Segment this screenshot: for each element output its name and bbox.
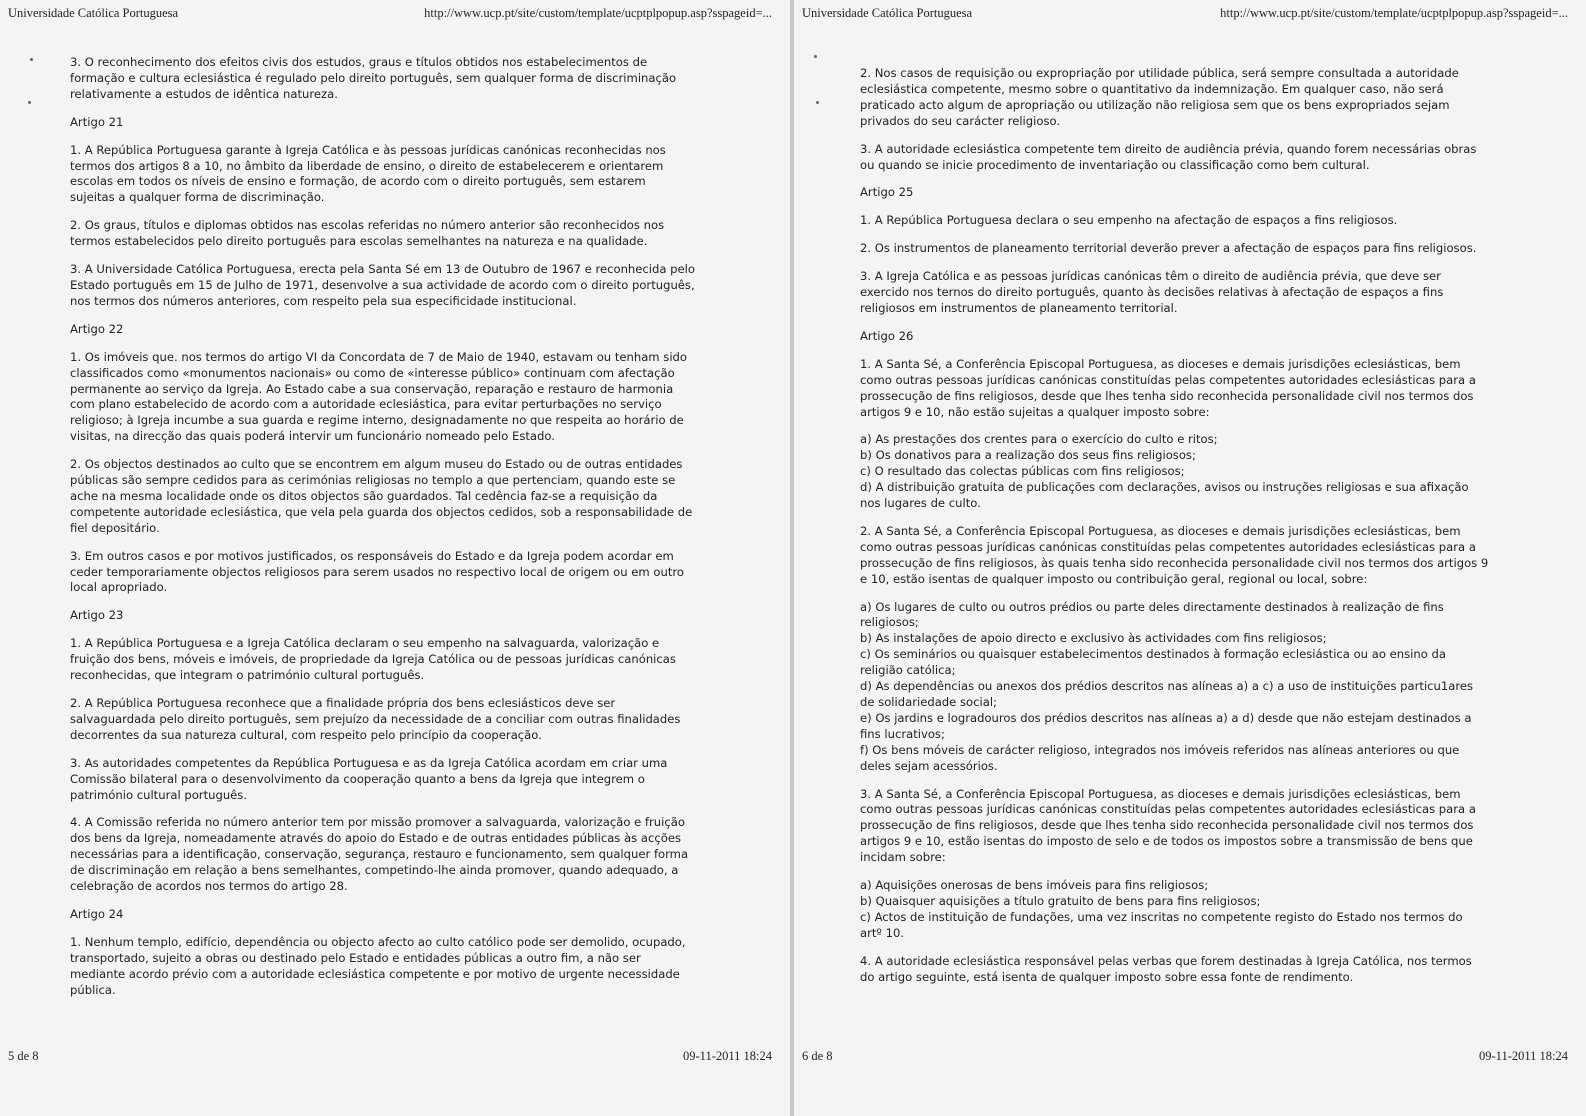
page-header	[802, 6, 1578, 22]
paragraph: 4. A Comissão referida no número anterior tem por missão promover a salvaguarda, valorização e fruição dos bens da Igreja, nomeadamente através do apoio do Estado e de outras entidades públicas às acções necessárias para a identificação, conservação, segurança, restauro e funcionamento, sem qualquer forma de discriminação em relação a bens semelhantes, competindo-lhe ainda promover, quando adequado, a celebração de acordos nos termos do artigo 28.	[70, 815, 689, 894]
page-number: 5 de 8	[8, 1049, 39, 1063]
scan-mark	[28, 101, 31, 104]
paragraph: 3. A Igreja Católica e as pessoas jurídicas canónicas têm o direito de audiência prévia, que deve ser exercido nos ternos do direito português, quanto às decisões relativas à afectação de espaços a fins religiosos em instrumentos de planeamento territorial.	[860, 269, 1444, 315]
paragraph: 3. A Santa Sé, a Conferência Episcopal Portuguesa, as dioceses e demais jurisdições eclesiásticas, bem como outras pessoas jurídicas canónicas constituídas pelas competentes autoridades eclesiásticas para a prossecução de fins religiosos, desde que lhes tenha sido reconhecida personalidade civil nos termos dos artigos 9 e 10, estão isentas do imposto de selo e de todos os impostos sobre a transmissão de bens que incidam sobre:	[860, 786, 1476, 865]
print-date: 09-11-2011 18:24	[683, 1049, 772, 1063]
paragraph: 1. A República Portuguesa garante à Igreja Católica e às pessoas jurídicas canónicas reconhecidas nos termos dos artigos 8 a 10, no âmbito da liberdade de ensino, o direito de estabelecerem e orientarem escolas em todos os níveis de ensino e formação, de acordo com o direito português, sem estarem sujeitas a qualquer forma de discriminação.	[70, 142, 666, 205]
page-number: 6 de 8	[802, 1049, 833, 1063]
paragraph: 2. A República Portuguesa reconhece que a finalidade própria dos bens eclesiásticos deve ser salvaguardada pelo direito português, sem prejuízo da necessidade de a conciliar com outras finalidades decorrentes da sua natureza cultural, com respeito pelo princípio da cooperação.	[70, 696, 681, 742]
page-left	[0, 0, 790, 1116]
list-block: a) As prestações dos crentes para o exercício do culto e ritos; b) Os donativos para a realização dos seus fins religiosos; c) O resultado das colectas públicas com fins religiosos; d) A distribuição gratuita de publicações com declarações, avisos ou instruções religiosas e sua afixação nos lugares de culto.	[860, 432, 1469, 511]
paragraph: 1. Nenhum templo, edifício, dependência ou objecto afecto ao culto católico pode ser demolido, ocupado, transportado, sujeito a obras ou destinado pelo Estado e entidades públicas a outro fim, a não ser mediante acordo prévio com a autoridade eclesiástica competente e por motivo de urgente necessidade pública.	[70, 934, 686, 997]
paragraph: 3. A autoridade eclesiástica competente tem direito de audiência prévia, quando forem necessárias obras ou quando se inicie procedimento de inventariação ou classificação como bem cultural.	[860, 141, 1477, 172]
header-url[interactable]: http://www.ucp.pt/site/custom/template/ucptplpopup.asp?sspageid=...	[424, 6, 772, 20]
header-url[interactable]: http://www.ucp.pt/site/custom/template/ucptplpopup.asp?sspageid=...	[1220, 6, 1568, 20]
paragraph: 2. Os graus, títulos e diplomas obtidos nas escolas referidas no número anterior são reconhecidos nos termos estabelecidos pelo direito português para escolas semelhantes na natureza e na qualidade.	[70, 218, 665, 249]
page-footer	[8, 1049, 782, 1065]
article-heading: Artigo 26	[860, 328, 914, 343]
page-right	[794, 0, 1586, 1116]
article-heading: Artigo 22	[70, 321, 124, 336]
article-heading: Artigo 21	[70, 114, 124, 129]
list-block: a) Aquisições onerosas de bens imóveis para fins religiosos; b) Quaisquer aquisições a título gratuito de bens para fins religiosos; c) Actos de instituição de fundações, uma vez inscritas no competente registo do Estado nos termos do artº 10.	[860, 878, 1463, 940]
paragraph: 3. O reconhecimento dos efeitos civis dos estudos, graus e títulos obtidos nos estabelecimentos de formação e cultura eclesiástica é regulado pelo direito português, sem qualquer forma de discriminação relativamente a estudos de idêntica natureza.	[70, 55, 677, 101]
header-title: Universidade Católica Portuguesa	[8, 6, 179, 20]
article-heading: Artigo 25	[860, 185, 914, 200]
paragraph: 1. Os imóveis que. nos termos do artigo VI da Concordata de 7 de Maio de 1940, estavam ou tenham sido classificados como «monumentos nacionais» ou como de «interesse público» continuam com afectação permanente ao serviço da Igreja. Ao Estado cabe a sua conservação, reparação e restauro de harmonia com plano estabelecido de acordo com a autoridade eclesiástica, para evitar perturbações no serviço religioso; à Igreja incumbe a sua guarda e regime interno, designadamente no que respeita ao horário de visitas, na direcção das quais poderá intervir um funcionário nomeado pelo Estado.	[70, 349, 687, 444]
page-footer	[802, 1049, 1578, 1065]
paragraph: 4. A autoridade eclesiástica responsável pelas verbas que forem destinadas à Igreja Católica, nos termos do artigo seguinte, está isenta de qualquer imposto sobre essa fonte de rendimento.	[860, 953, 1472, 984]
paragraph: 3. A Universidade Católica Portuguesa, erecta pela Santa Sé em 13 de Outubro de 1967 e reconhecida pelo Estado português em 15 de Julho de 1971, desenvolve a sua actividade de acordo com o direito português, nos termos dos números anteriores, com respeito pela sua especificidade institucional.	[70, 262, 695, 308]
paragraph: 2. Nos casos de requisição ou expropriação por utilidade pública, será sempre consultada a autoridade eclesiástica competente, mesmo sobre o quantitativo da indemnização. Em qualquer caso, não será praticado acto algum de apropriação ou utilização não religiosa sem que os bens expropriados sejam privados do seu carácter religioso.	[860, 66, 1459, 128]
list-block: a) Os lugares de culto ou outros prédios ou parte deles directamente destinados à realização de fins religiosos; b) As instalações de apoio directo e exclusivo às actividades com fins religiosos; c) Os seminários ou quaisquer estabelecimentos destinados à formação eclesiástica ou ao ensino da religião católica; d) As dependências ou anexos dos prédios descritos nas alíneas a) a c) a uso de instituições particu1ares de solidariedade social; e) Os jardins e logradouros dos prédios descritos nas alíneas a) a d) desde que não estejam destinados a fins lucrativos; f) Os bens móveis de carácter religioso, integrados nos imóveis referidos nas alíneas anteriores ou que deles sejam acessórios.	[860, 599, 1474, 773]
paragraph: 1. A República Portuguesa declara o seu empenho na afectação de espaços a fins religiosos.	[860, 213, 1398, 228]
paragraph: 3. Em outros casos e por motivos justificados, os responsáveis do Estado e da Igreja podem acordar em ceder temporariamente objectos religiosos para serem usados no respectivo local de origem ou em outro local apropriado.	[70, 548, 684, 595]
scan-mark	[814, 55, 817, 58]
page-header	[8, 6, 782, 22]
print-date: 09-11-2011 18:24	[1479, 1049, 1568, 1063]
paragraph: 2. Os instrumentos de planeamento territorial deverão prever a afectação de espaços para fins religiosos.	[860, 241, 1477, 256]
paragraph: 3. As autoridades competentes da República Portuguesa e as da Igreja Católica acordam em criar uma Comissão bilateral para o desenvolvimento da cooperação quanto a bens da Igreja que integrem o património cultural português.	[70, 755, 668, 802]
paragraph: 2. Os objectos destinados ao culto que se encontrem em algum museu do Estado ou de outras entidades públicas são sempre cedidos para as cerimónias religiosas no templo a que pertenciam, quando este se ache na mesma localidade onde os ditos objectos são guardados. Tal cedência faz-se a requisição da competente autoridade eclesiástica, que vela pela guarda dos objectos cedidos, sob a responsabilidade de fiel depositário.	[70, 457, 693, 535]
article-heading: Artigo 24	[70, 906, 124, 921]
article-heading: Artigo 23	[70, 608, 124, 623]
paragraph: 2. A Santa Sé, a Conferência Episcopal Portuguesa, as dioceses e demais jurisdições eclesiásticas, bem como outras pessoas jurídicas canónicas constituídas pelas competentes autoridades eclesiásticas para a prossecução de fins religiosos, às quais tenha sido reconhecida personalidade civil nos termos dos artigos 9 e 10, estão isentas de qualquer imposto ou contribuição geral, regional ou local, sobre:	[860, 523, 1489, 586]
scan-mark	[30, 58, 33, 61]
paragraph: 1. A República Portuguesa e a Igreja Católica declaram o seu empenho na salvaguarda, valorização e fruição dos bens, móveis e imóveis, de propriedade da Igreja Católica ou de pessoas jurídicas canónicas reconhecidas, que integram o património cultural português.	[70, 636, 676, 683]
scan-mark	[816, 101, 819, 104]
page-body	[860, 66, 1522, 998]
paragraph: 1. A Santa Sé, a Conferência Episcopal Portuguesa, as dioceses e demais jurisdições eclesiásticas, bem como outras pessoas jurídicas canónicas constituídas pelas competentes autoridades eclesiásticas para a prossecução de fins religiosos, desde que lhes tenha sido reconhecida personalidade civil nos termos dos artigos 9 e 10, não estão sujeitas a qualquer imposto sobre:	[860, 356, 1476, 419]
page-body	[70, 55, 720, 1011]
header-title: Universidade Católica Portuguesa	[802, 6, 973, 20]
